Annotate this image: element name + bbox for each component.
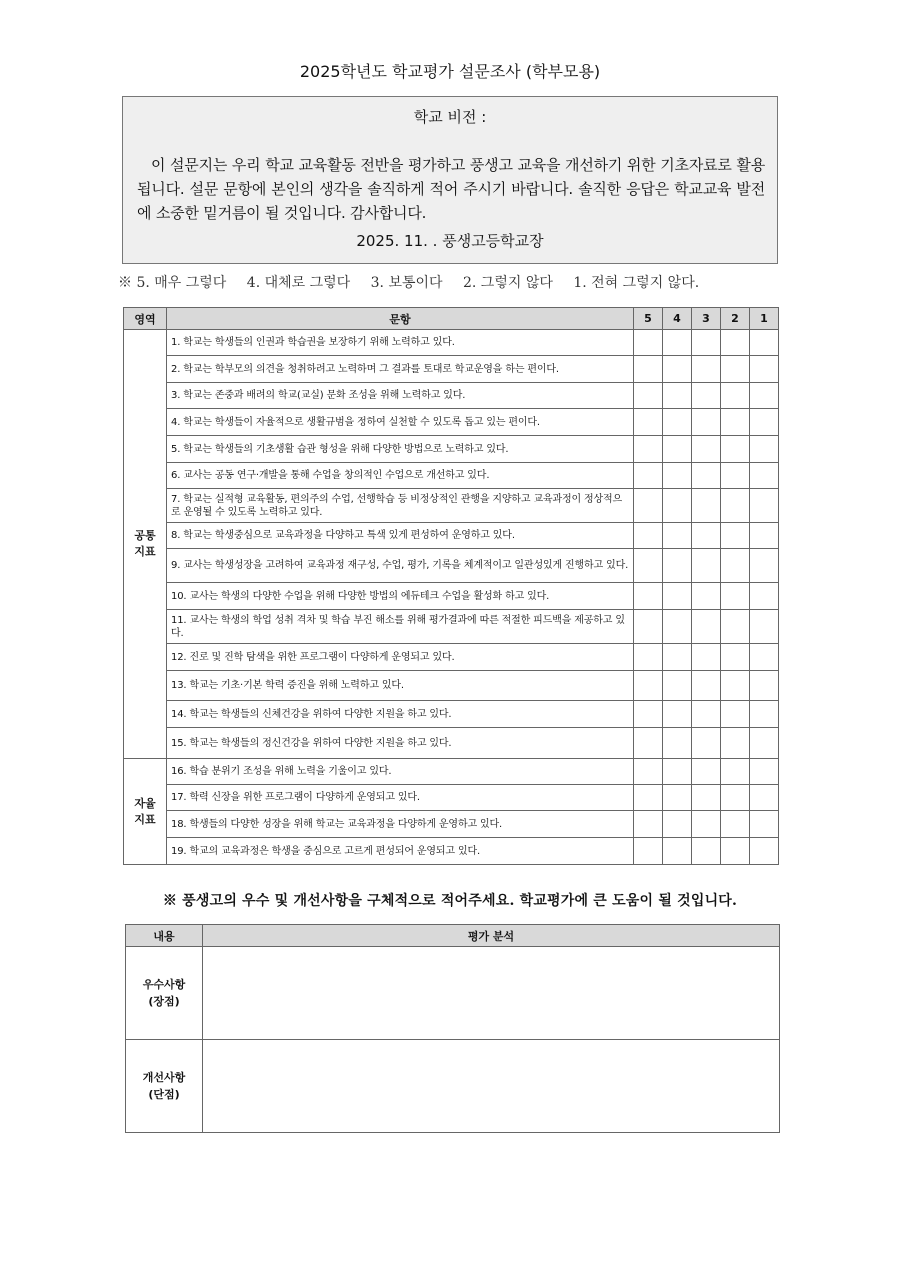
rating-1-checkbox[interactable] <box>750 671 779 701</box>
rating-1-checkbox[interactable] <box>750 523 779 549</box>
rating-4-checkbox[interactable] <box>663 759 692 785</box>
rating-2-checkbox[interactable] <box>721 671 750 701</box>
rating-5-checkbox[interactable] <box>634 330 663 356</box>
rating-4-checkbox[interactable] <box>663 330 692 356</box>
question-text: 3. 학교는 존중과 배려의 학교(교실) 문화 조성을 위해 노력하고 있다. <box>167 383 634 409</box>
analysis-header: 평가 분석 <box>203 925 780 947</box>
table-row <box>124 356 779 383</box>
rating-2-checkbox[interactable] <box>721 436 750 463</box>
question-text: 11. 교사는 학생의 학업 성취 격차 및 학습 부진 해소를 위해 평가결과에 따른 적절한 피드백을 제공하고 있다. <box>167 610 634 644</box>
table-row <box>124 436 779 463</box>
table-row <box>124 523 779 549</box>
rating-4-checkbox[interactable] <box>663 409 692 436</box>
table-row <box>124 811 779 838</box>
rating-1-checkbox[interactable] <box>750 489 779 523</box>
area-label-line1: 공통 <box>134 529 156 542</box>
intro-box <box>122 96 778 264</box>
question-header: 문항 <box>167 308 634 330</box>
question-text: 9. 교사는 학생성장을 고려하여 교육과정 재구성, 수업, 평가, 기록을 체계적이고 일관성있게 진행하고 있다. <box>167 549 634 583</box>
rating-3-checkbox[interactable] <box>692 489 721 523</box>
strengths-row <box>126 947 780 1040</box>
rating-1-checkbox[interactable] <box>750 463 779 489</box>
rating-5-checkbox[interactable] <box>634 436 663 463</box>
rating-4-checkbox[interactable] <box>663 489 692 523</box>
rating-1-checkbox[interactable] <box>750 728 779 759</box>
rating-5-checkbox[interactable] <box>634 489 663 523</box>
rating-4-checkbox[interactable] <box>663 383 692 409</box>
rating-5-checkbox[interactable] <box>634 701 663 728</box>
rating-3-checkbox[interactable] <box>692 356 721 383</box>
rating-4-checkbox[interactable] <box>663 583 692 610</box>
rating-1-checkbox[interactable] <box>750 644 779 671</box>
rating-3-checkbox[interactable] <box>692 330 721 356</box>
survey-header-row <box>124 308 779 330</box>
rating-2-checkbox[interactable] <box>721 785 750 811</box>
rating-3-checkbox[interactable] <box>692 463 721 489</box>
rating-2-checkbox[interactable] <box>721 409 750 436</box>
strengths-label-line1: 우수사항 <box>142 978 186 991</box>
question-text: 18. 학생들의 다양한 성장을 위해 학교는 교육과정을 다양하게 운영하고 있다. <box>167 811 634 838</box>
score-4-header: 4 <box>663 308 692 330</box>
question-text: 4. 학교는 학생들이 자율적으로 생활규범을 정하여 실천할 수 있도록 돕고 있는 편이다. <box>167 409 634 436</box>
table-row <box>124 383 779 409</box>
scale-1-label: 1. 전혀 그렇지 않다. <box>573 275 700 291</box>
improvements-label <box>126 1040 203 1133</box>
rating-1-checkbox[interactable] <box>750 356 779 383</box>
table-row <box>124 759 779 785</box>
school-vision-label: 학교 비전 : <box>413 108 487 126</box>
improvements-label-line2: (단점) <box>148 1088 180 1101</box>
table-row <box>124 701 779 728</box>
rating-5-checkbox[interactable] <box>634 463 663 489</box>
area-autonomous-indicator <box>124 759 167 865</box>
question-text: 15. 학교는 학생들의 정신건강을 위하여 다양한 지원을 하고 있다. <box>167 728 634 759</box>
area-label-line2: 지표 <box>134 812 156 826</box>
table-row <box>124 644 779 671</box>
table-row <box>124 728 779 759</box>
rating-5-checkbox[interactable] <box>634 583 663 610</box>
question-text: 13. 학교는 기초·기본 학력 증진을 위해 노력하고 있다. <box>167 671 634 701</box>
strengths-label <box>126 947 203 1040</box>
rating-2-checkbox[interactable] <box>721 644 750 671</box>
comment-header-row <box>126 925 780 947</box>
rating-5-checkbox[interactable] <box>634 811 663 838</box>
rating-1-checkbox[interactable] <box>750 383 779 409</box>
rating-scale-legend <box>118 272 788 294</box>
rating-4-checkbox[interactable] <box>663 523 692 549</box>
table-row <box>124 409 779 436</box>
rating-5-checkbox[interactable] <box>634 383 663 409</box>
strengths-input-area[interactable] <box>203 947 780 1040</box>
question-text: 2. 학교는 학부모의 의견을 청취하려고 노력하며 그 결과를 토대로 학교운영을 하는 편이다. <box>167 356 634 383</box>
rating-3-checkbox[interactable] <box>692 583 721 610</box>
rating-2-checkbox[interactable] <box>721 759 750 785</box>
rating-5-checkbox[interactable] <box>634 610 663 644</box>
rating-4-checkbox[interactable] <box>663 463 692 489</box>
rating-3-checkbox[interactable] <box>692 436 721 463</box>
rating-3-checkbox[interactable] <box>692 701 721 728</box>
rating-3-checkbox[interactable] <box>692 838 721 865</box>
comment-table <box>125 924 780 1133</box>
rating-2-checkbox[interactable] <box>721 523 750 549</box>
question-text: 1. 학교는 학생들의 인권과 학습권을 보장하기 위해 노력하고 있다. <box>167 330 634 356</box>
rating-5-checkbox[interactable] <box>634 409 663 436</box>
rating-3-checkbox[interactable] <box>692 523 721 549</box>
rating-4-checkbox[interactable] <box>663 549 692 583</box>
rating-3-checkbox[interactable] <box>692 549 721 583</box>
scale-3-label: 3. 보통이다 <box>370 275 443 291</box>
rating-3-checkbox[interactable] <box>692 785 721 811</box>
rating-1-checkbox[interactable] <box>750 409 779 436</box>
rating-1-checkbox[interactable] <box>750 330 779 356</box>
rating-5-checkbox[interactable] <box>634 356 663 383</box>
intro-paragraph: 이 설문지는 우리 학교 교육활동 전반을 평가하고 풍생고 교육을 개선하기 위한 기초자료로 활용됩니다. 설문 문항에 본인의 생각을 솔직하게 적어 주시기 바랍니다. 솔직한 응답은 학교교육 발전에 소중한 밑거름이 될 것입니다. 감사합니다. <box>137 156 765 222</box>
survey-table <box>123 307 779 865</box>
rating-5-checkbox[interactable] <box>634 523 663 549</box>
rating-4-checkbox[interactable] <box>663 644 692 671</box>
rating-2-checkbox[interactable] <box>721 811 750 838</box>
question-text: 19. 학교의 교육과정은 학생을 중심으로 고르게 편성되어 운영되고 있다. <box>167 838 634 865</box>
question-text: 5. 학교는 학생들의 기초생활 습관 형성을 위해 다양한 방법으로 노력하고 있다. <box>167 436 634 463</box>
rating-5-checkbox[interactable] <box>634 838 663 865</box>
score-3-header: 3 <box>692 308 721 330</box>
improvements-row <box>126 1040 780 1133</box>
table-row <box>124 838 779 865</box>
rating-4-checkbox[interactable] <box>663 610 692 644</box>
score-1-header: 1 <box>750 308 779 330</box>
rating-1-checkbox[interactable] <box>750 785 779 811</box>
scale-4-label: 4. 대체로 그렇다 <box>246 275 351 291</box>
rating-2-checkbox[interactable] <box>721 728 750 759</box>
content-header: 내용 <box>126 925 203 947</box>
rating-3-checkbox[interactable] <box>692 759 721 785</box>
rating-5-checkbox[interactable] <box>634 671 663 701</box>
table-row <box>124 549 779 583</box>
rating-1-checkbox[interactable] <box>750 436 779 463</box>
rating-5-checkbox[interactable] <box>634 759 663 785</box>
rating-2-checkbox[interactable] <box>721 330 750 356</box>
rating-3-checkbox[interactable] <box>692 671 721 701</box>
question-text: 12. 진로 및 진학 탐색을 위한 프로그램이 다양하게 운영되고 있다. <box>167 644 634 671</box>
rating-2-checkbox[interactable] <box>721 356 750 383</box>
area-label-line2: 지표 <box>134 545 156 558</box>
rating-2-checkbox[interactable] <box>721 489 750 523</box>
table-row <box>124 785 779 811</box>
rating-2-checkbox[interactable] <box>721 383 750 409</box>
rating-3-checkbox[interactable] <box>692 811 721 838</box>
rating-5-checkbox[interactable] <box>634 785 663 811</box>
rating-2-checkbox[interactable] <box>721 549 750 583</box>
rating-3-checkbox[interactable] <box>692 610 721 644</box>
question-text: 6. 교사는 공동 연구·개발을 통해 수업을 창의적인 수업으로 개선하고 있다. <box>167 463 634 489</box>
rating-5-checkbox[interactable] <box>634 549 663 583</box>
page-title: 2025학년도 학교평가 설문조사 (학부모용) <box>299 62 601 81</box>
strengths-label-line2: (장점) <box>148 995 180 1008</box>
rating-2-checkbox[interactable] <box>721 838 750 865</box>
table-row <box>124 583 779 610</box>
rating-3-checkbox[interactable] <box>692 409 721 436</box>
rating-2-checkbox[interactable] <box>721 583 750 610</box>
comment-heading: ※ 풍생고의 우수 및 개선사항을 구체적으로 적어주세요. 학교평가에 큰 도움이 될 것입니다. <box>162 893 738 909</box>
question-text: 14. 학교는 학생들의 신체건강을 위하여 다양한 지원을 하고 있다. <box>167 701 634 728</box>
rating-1-checkbox[interactable] <box>750 583 779 610</box>
area-common-indicator <box>124 330 167 759</box>
rating-4-checkbox[interactable] <box>663 811 692 838</box>
question-text: 16. 학습 분위기 조성을 위해 노력을 기울이고 있다. <box>167 759 634 785</box>
rating-3-checkbox[interactable] <box>692 728 721 759</box>
rating-1-checkbox[interactable] <box>750 610 779 644</box>
rating-4-checkbox[interactable] <box>663 838 692 865</box>
rating-1-checkbox[interactable] <box>750 701 779 728</box>
rating-4-checkbox[interactable] <box>663 701 692 728</box>
rating-4-checkbox[interactable] <box>663 356 692 383</box>
score-5-header: 5 <box>634 308 663 330</box>
table-row <box>124 489 779 523</box>
rating-1-checkbox[interactable] <box>750 838 779 865</box>
scale-2-label: 2. 그렇지 않다 <box>463 275 553 291</box>
table-row <box>124 671 779 701</box>
area-label-line1: 자율 <box>134 796 156 810</box>
rating-2-checkbox[interactable] <box>721 463 750 489</box>
rating-4-checkbox[interactable] <box>663 728 692 759</box>
area-header: 영역 <box>124 308 167 330</box>
rating-3-checkbox[interactable] <box>692 644 721 671</box>
rating-3-checkbox[interactable] <box>692 383 721 409</box>
rating-5-checkbox[interactable] <box>634 644 663 671</box>
improvements-input-area[interactable] <box>203 1040 780 1133</box>
rating-1-checkbox[interactable] <box>750 759 779 785</box>
question-text: 8. 학교는 학생중심으로 교육과정을 다양하고 특색 있게 편성하여 운영하고 있다. <box>167 523 634 549</box>
question-text: 10. 교사는 학생의 다양한 수업을 위해 다양한 방법의 에듀테크 수업을 활성화 하고 있다. <box>167 583 634 610</box>
table-row <box>124 330 779 356</box>
question-text: 17. 학력 신장을 위한 프로그램이 다양하게 운영되고 있다. <box>167 785 634 811</box>
table-row <box>124 463 779 489</box>
rating-5-checkbox[interactable] <box>634 728 663 759</box>
rating-2-checkbox[interactable] <box>721 610 750 644</box>
rating-1-checkbox[interactable] <box>750 811 779 838</box>
table-row <box>124 610 779 644</box>
principal-signature: 2025. 11. . 풍생고등학교장 <box>356 232 544 250</box>
score-2-header: 2 <box>721 308 750 330</box>
scale-5-label: ※ 5. 매우 그렇다 <box>118 275 227 291</box>
rating-4-checkbox[interactable] <box>663 436 692 463</box>
rating-1-checkbox[interactable] <box>750 549 779 583</box>
rating-4-checkbox[interactable] <box>663 785 692 811</box>
rating-4-checkbox[interactable] <box>663 671 692 701</box>
rating-2-checkbox[interactable] <box>721 701 750 728</box>
improvements-label-line1: 개선사항 <box>142 1071 186 1084</box>
question-text: 7. 학교는 실적형 교육활동, 편의주의 수업, 선행학습 등 비정상적인 관행을 지양하고 교육과정이 정상적으로 운영될 수 있도록 노력하고 있다. <box>167 489 634 523</box>
